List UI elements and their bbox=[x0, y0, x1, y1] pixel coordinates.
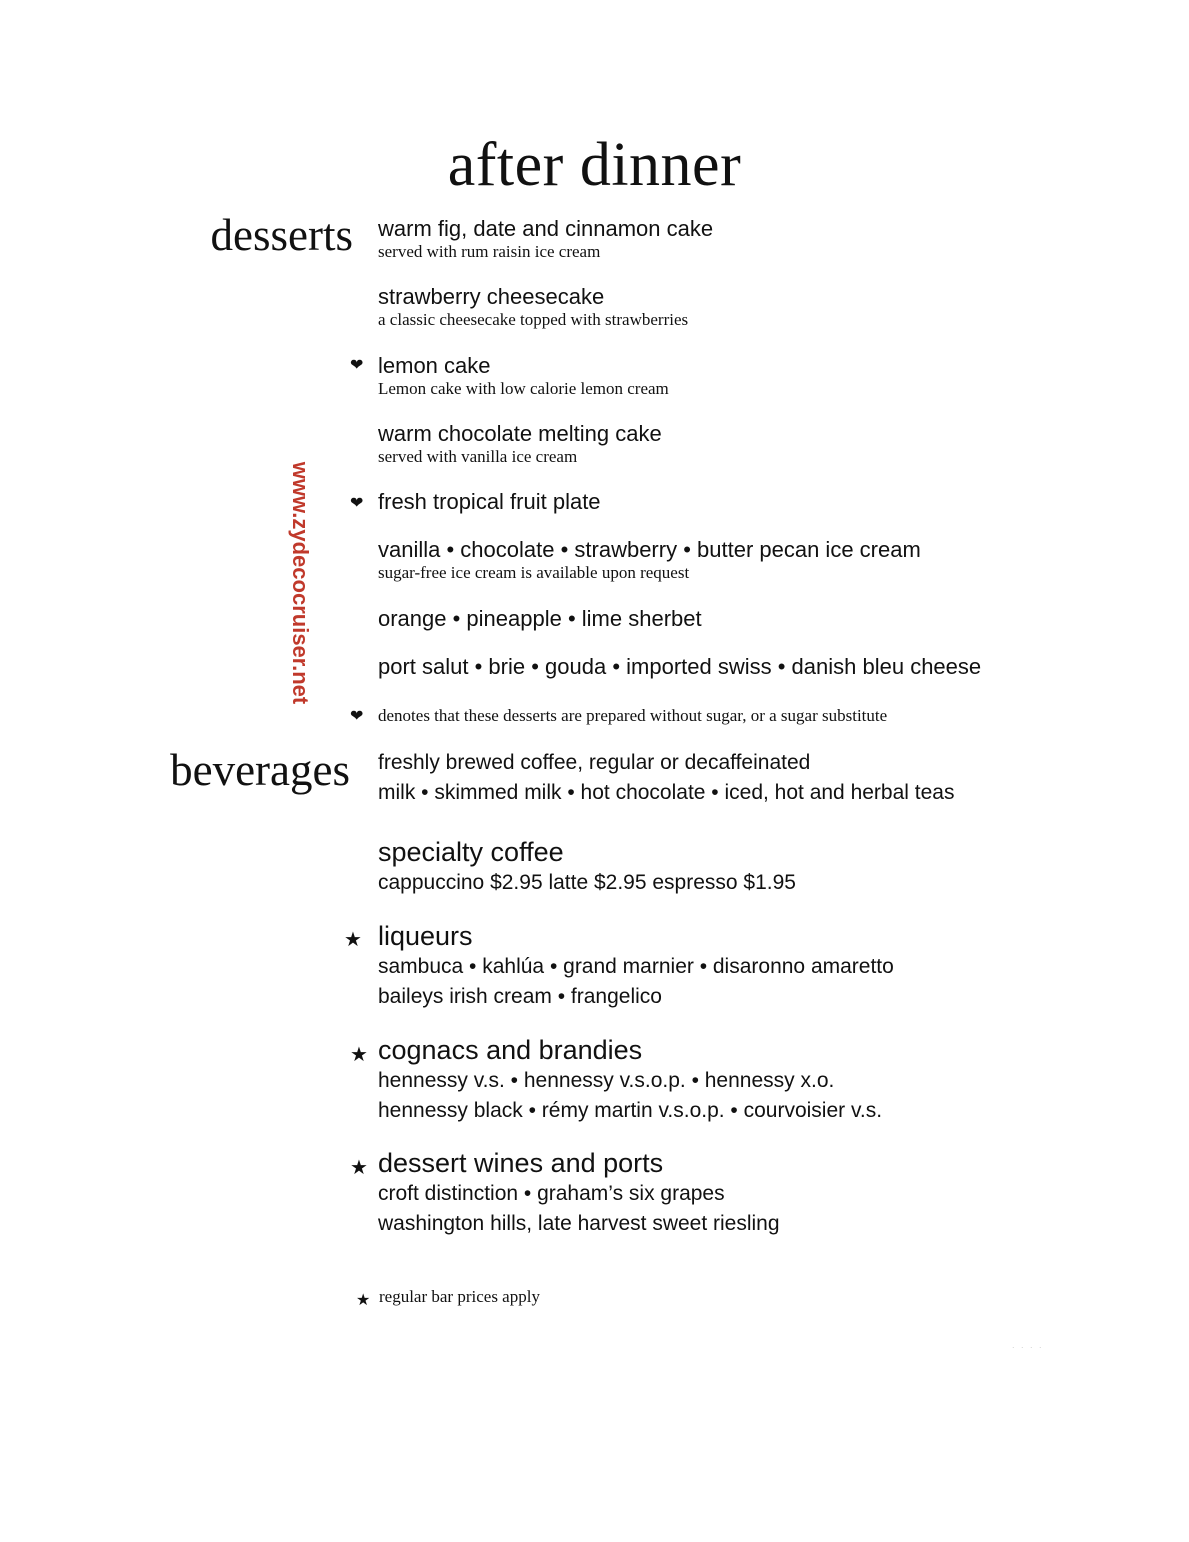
beverages-heading: beverages bbox=[170, 745, 350, 795]
dessert-description: served with rum raisin ice cream bbox=[378, 242, 601, 261]
dessert-description: sugar-free ice cream is available upon request bbox=[378, 563, 690, 582]
cognacs-line: hennessy black • rémy martin v.s.o.p. • courvoisier v.s. bbox=[378, 1099, 883, 1122]
liqueurs-line: sambuca • kahlúa • grand marnier • disaronno amaretto bbox=[378, 955, 894, 978]
dessert-wines-line: washington hills, late harvest sweet riesling bbox=[378, 1212, 780, 1235]
desserts-heading: desserts bbox=[210, 210, 353, 260]
dessert-name: warm fig, date and cinnamon cake bbox=[378, 216, 714, 241]
liqueurs-line: baileys irish cream • frangelico bbox=[378, 985, 662, 1008]
dessert-name: orange • pineapple • lime sherbet bbox=[378, 606, 702, 631]
sugar-free-heart-icon: ❤ bbox=[350, 495, 364, 512]
dessert-item bbox=[378, 654, 981, 680]
star-icon: ★ bbox=[350, 1044, 368, 1066]
dessert-name: vanilla • chocolate • strawberry • butter pecan ice cream bbox=[378, 537, 921, 562]
dessert-name: lemon cake bbox=[378, 353, 491, 378]
star-icon: ★ bbox=[356, 1292, 371, 1309]
beverage-basics bbox=[378, 748, 954, 808]
dessert-item bbox=[378, 284, 688, 330]
sugar-free-heart-icon: ❤ bbox=[350, 357, 364, 374]
cognacs-title: cognacs and brandies bbox=[378, 1035, 643, 1065]
dessert-item bbox=[378, 216, 713, 262]
dessert-wines-group bbox=[378, 1147, 780, 1239]
dessert-item bbox=[378, 421, 662, 467]
cognacs-group bbox=[378, 1034, 882, 1126]
dessert-description: Lemon cake with low calorie lemon cream bbox=[378, 379, 669, 398]
specialty-coffee-group bbox=[378, 836, 796, 898]
dessert-name: warm chocolate melting cake bbox=[378, 421, 662, 446]
cognacs-line: hennessy v.s. • hennessy v.s.o.p. • hennessy x.o. bbox=[378, 1069, 835, 1092]
liqueurs-group bbox=[378, 920, 894, 1012]
dessert-description: a classic cheesecake topped with strawberries bbox=[378, 310, 689, 329]
dessert-item bbox=[378, 353, 669, 399]
dessert-item bbox=[378, 489, 601, 515]
sugar-free-footnote: denotes that these desserts are prepared without sugar, or a sugar substitute bbox=[378, 706, 888, 725]
bar-prices-footnote: regular bar prices apply bbox=[379, 1287, 540, 1306]
scan-artifact-text: . . . . bbox=[1012, 1340, 1044, 1350]
specialty-coffee-prices: cappuccino $2.95 latte $2.95 espresso $1.95 bbox=[378, 871, 796, 894]
dessert-name: strawberry cheesecake bbox=[378, 284, 605, 309]
beverage-line: milk • skimmed milk • hot chocolate • iced, hot and herbal teas bbox=[378, 781, 955, 804]
dessert-name: port salut • brie • gouda • imported swiss • danish bleu cheese bbox=[378, 654, 982, 679]
dessert-description: served with vanilla ice cream bbox=[378, 447, 578, 466]
liqueurs-title: liqueurs bbox=[378, 921, 473, 951]
star-icon: ★ bbox=[344, 929, 362, 951]
dessert-wines-title: dessert wines and ports bbox=[378, 1148, 664, 1178]
sugar-free-heart-icon: ❤ bbox=[350, 708, 364, 725]
dessert-name: fresh tropical fruit plate bbox=[378, 489, 601, 514]
star-icon: ★ bbox=[350, 1157, 368, 1179]
watermark-text: www.zydecocruiser.net bbox=[288, 461, 313, 705]
dessert-item bbox=[378, 537, 921, 583]
specialty-coffee-title: specialty coffee bbox=[378, 837, 564, 867]
dessert-wines-line: croft distinction • graham’s six grapes bbox=[378, 1182, 725, 1205]
beverage-line: freshly brewed coffee, regular or decaffeinated bbox=[378, 751, 811, 774]
dessert-item bbox=[378, 606, 702, 632]
page-title: after dinner bbox=[447, 131, 742, 199]
